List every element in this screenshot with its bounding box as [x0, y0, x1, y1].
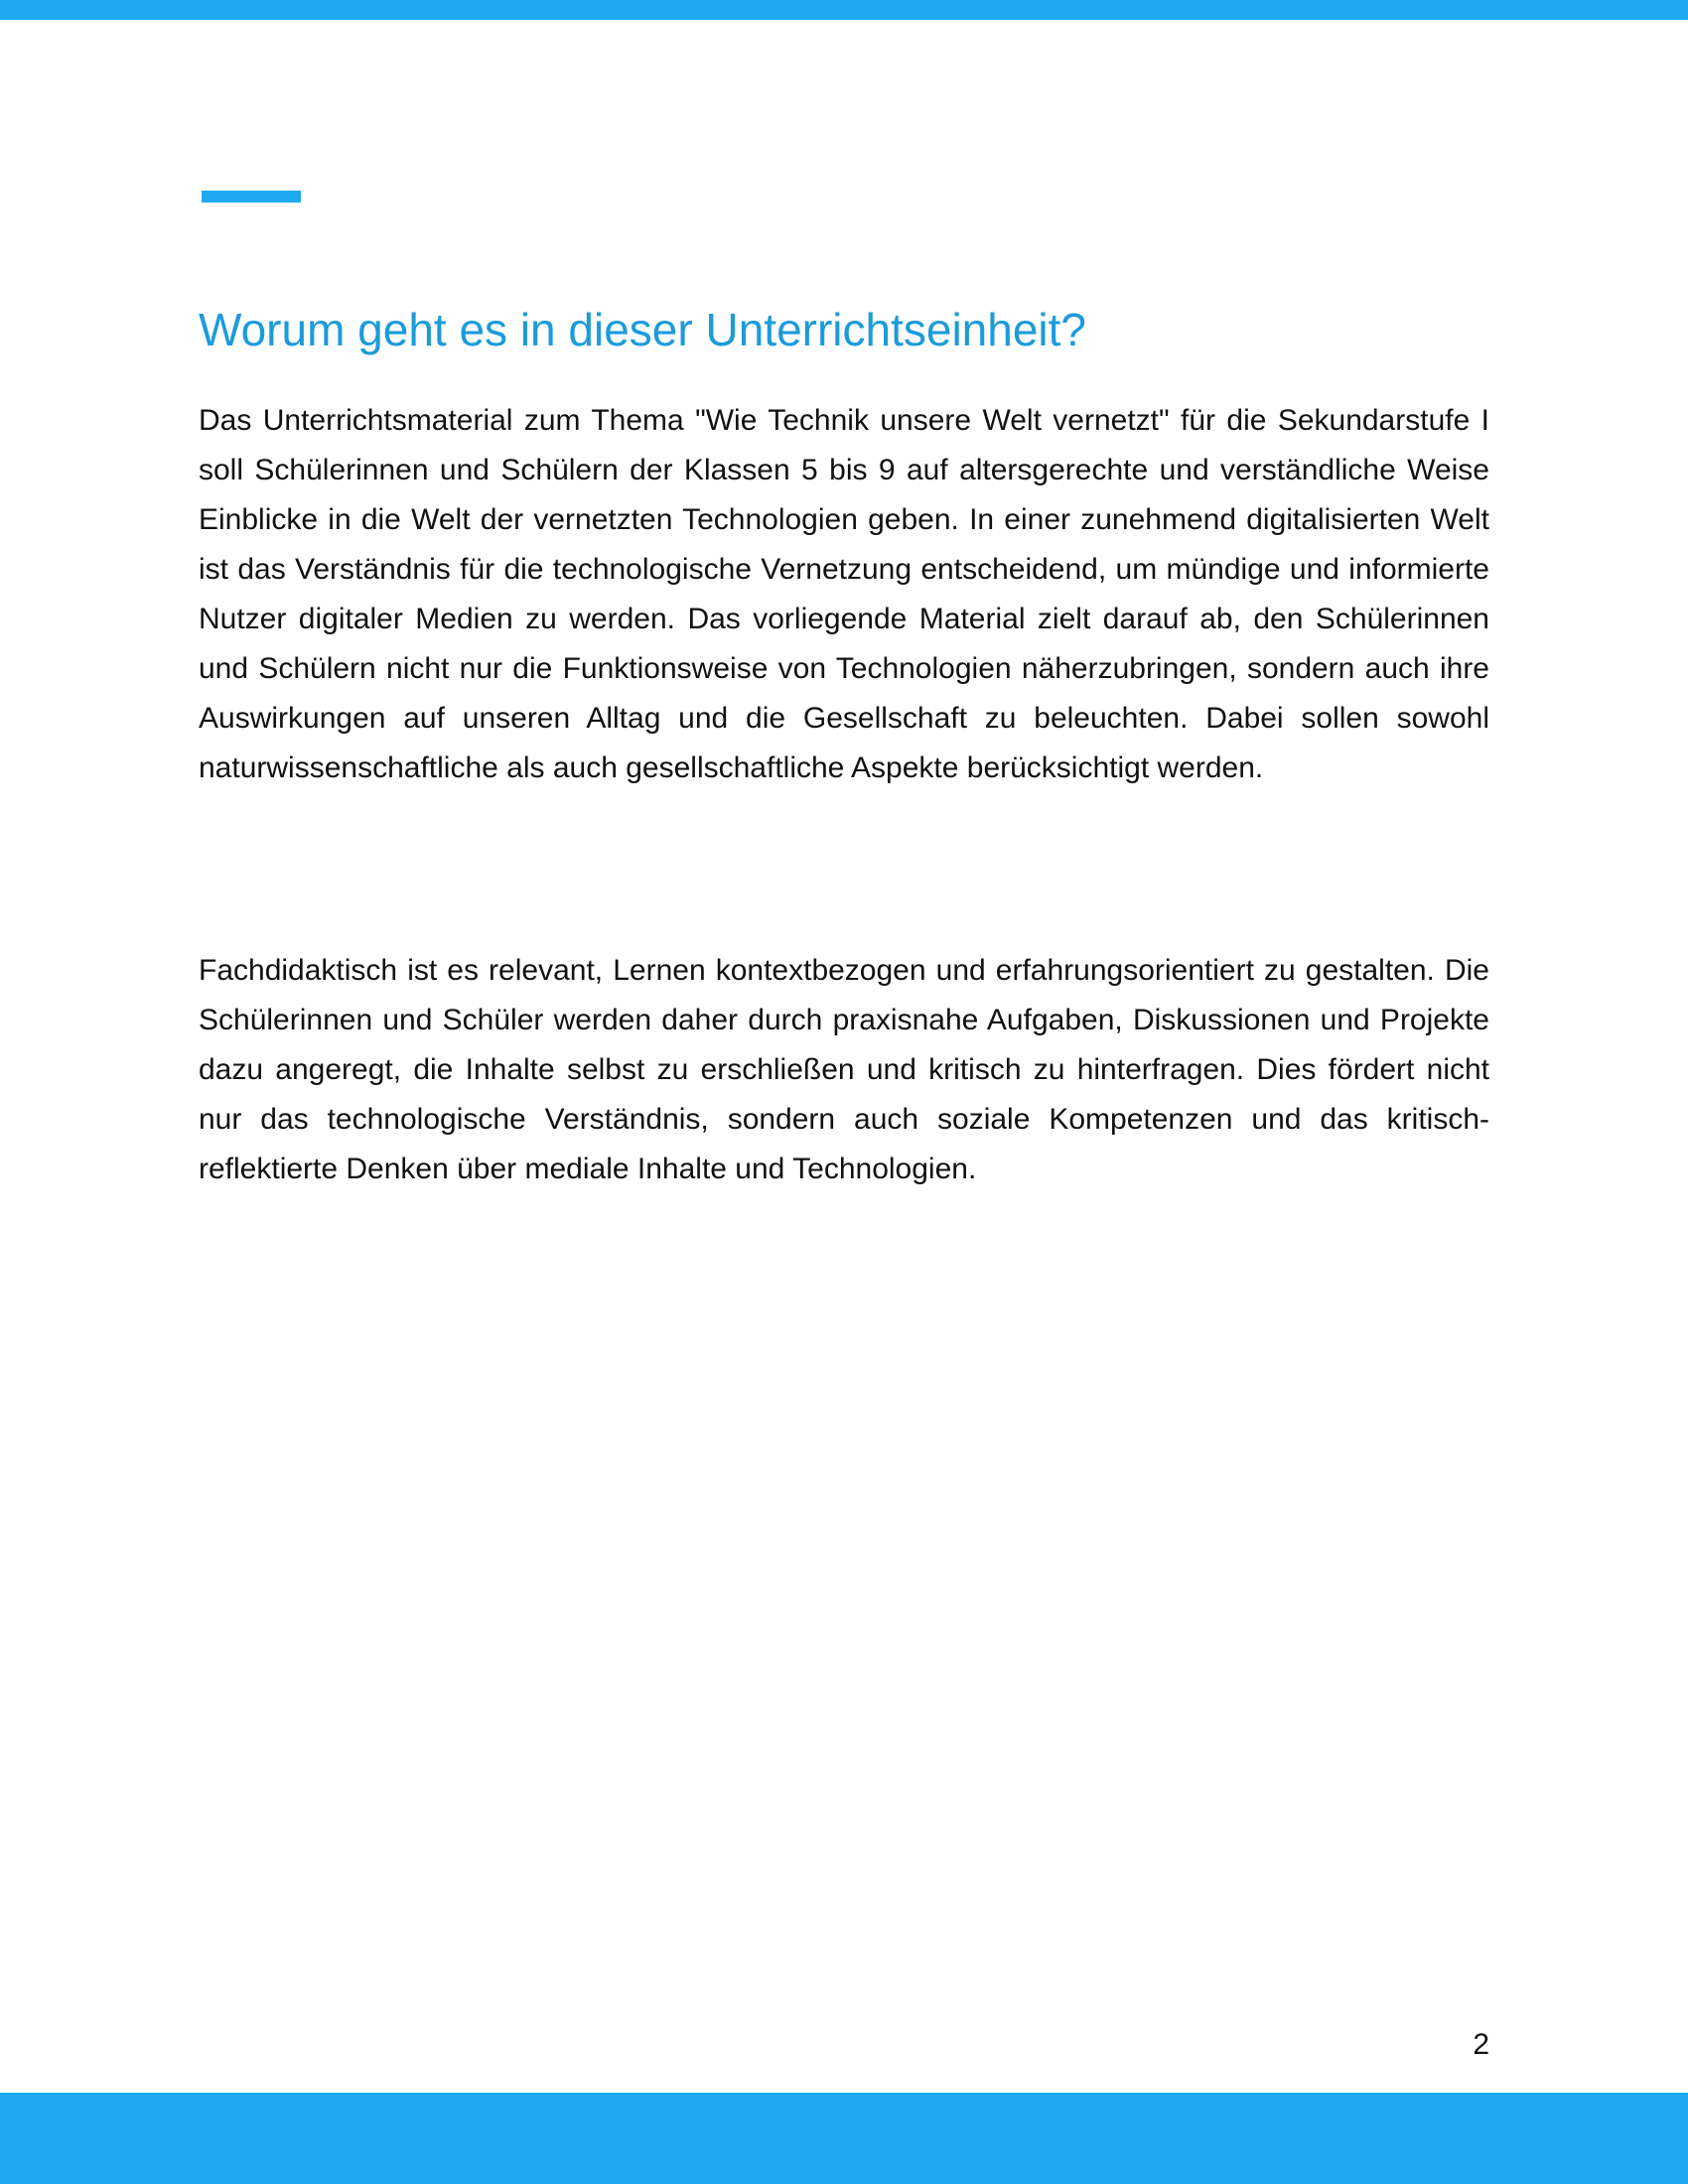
page-number: 2 — [1473, 2028, 1489, 2061]
bottom-accent-bar — [0, 2093, 1688, 2184]
body-paragraph-1: Das Unterrichtsmaterial zum Thema "Wie Technik unsere Welt vernetzt" für die Sekundarstufe I soll Schülerinnen und Schülern der Klassen 5 bis 9 auf altersgerechte und verständliche Weise Einblicke in die Welt der vernetzten Technologien geben. In einer zunehmend digitalisierten Welt ist das Verständnis für die technologische Vernetzung entscheidend, um mündige und informierte Nutzer digitaler Medien zu werden. Das vorliegende Material zielt darauf ab, den Schülerinnen und Schülern nicht nur die Funktionsweise von Technologien näherzubringen, sondern auch ihre Auswirkungen auf unseren Alltag und die Gesellschaft zu beleuchten. Dabei sollen sowohl naturwissenschaftliche als auch gesellschaftliche Aspekte berücksichtigt werden. — [199, 404, 1489, 784]
section-heading: Worum geht es in dieser Unterrichtseinheit? — [199, 304, 1087, 355]
heading-accent-dash — [202, 191, 301, 203]
top-accent-bar — [0, 0, 1688, 20]
body-paragraph-2: Fachdidaktisch ist es relevant, Lernen kontextbezogen und erfahrungsorientiert zu gestalten. Die Schülerinnen und Schüler werden daher durch praxisnahe Aufgaben, Diskussionen und Projekte dazu angeregt, die Inhalte selbst zu erschließen und kritisch zu hinterfragen. Dies fördert nicht nur das technologische Verständnis, sondern auch soziale Kompetenzen und das kritisch-reflektierte Denken über mediale Inhalte und Technologien. — [199, 954, 1489, 1185]
